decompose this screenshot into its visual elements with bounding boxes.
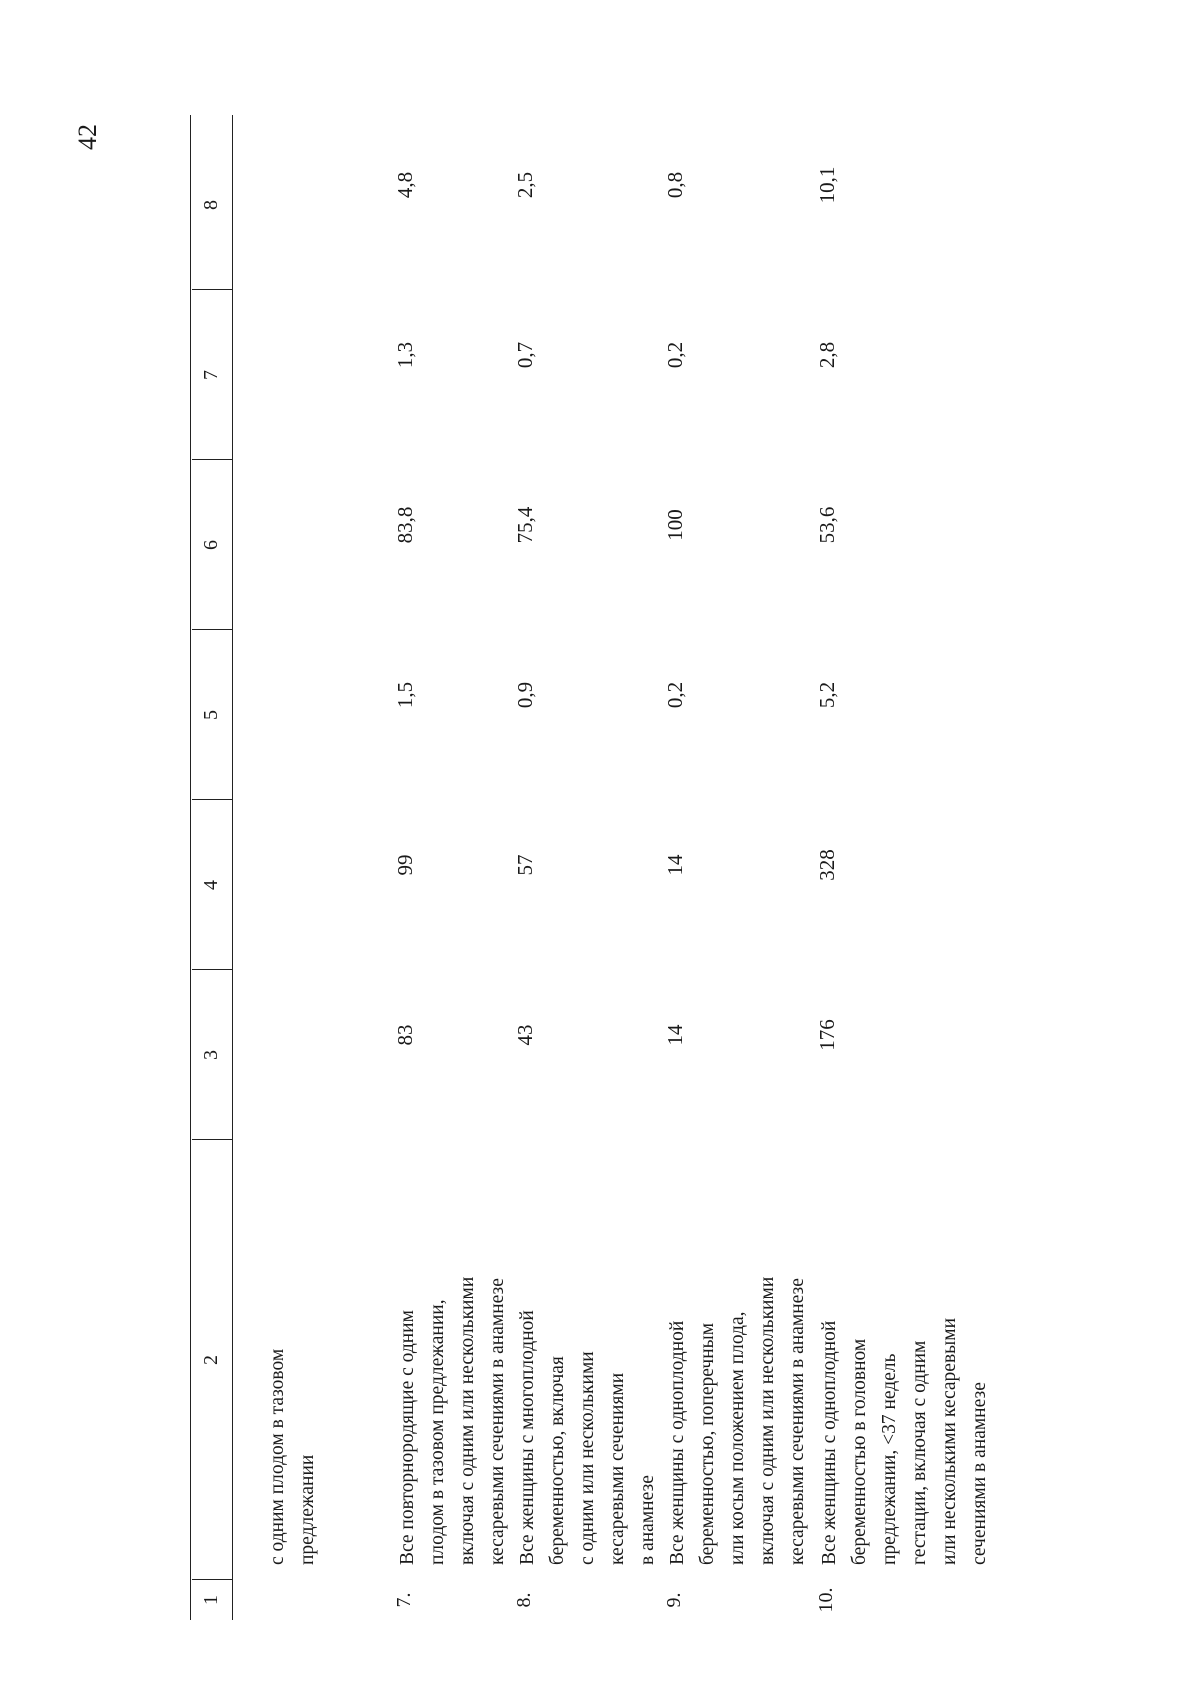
desc-line: включая с одним или несколькими [457,1276,478,1565]
cell-col-4: 99 [393,854,417,876]
header-col-2: 2 [200,1355,222,1365]
cell-col-5: 0,9 [513,681,537,709]
cell-col-6: 53,6 [815,506,839,544]
desc-line: плодом в тазовом предлежании, [427,1299,448,1565]
header-col-1: 1 [200,1595,222,1605]
header-col-3: 3 [200,1050,222,1060]
cell-col-7: 0,7 [513,341,537,369]
row-number: 8. [513,1592,535,1608]
desc-line: кесаревыми сечениями в анамнезе [787,1278,808,1565]
cell-col-4: 14 [663,854,687,876]
header-col-6: 6 [200,540,222,550]
header-col-5: 5 [200,710,222,720]
cell-col-3: 14 [663,1024,687,1046]
header-col-8: 8 [200,200,222,210]
cell-col-8: 10,1 [815,166,839,204]
desc-line: в анамнезе [637,1475,658,1565]
desc-line: Все женщины с одноплодной [667,1320,688,1565]
row-description [663,1145,813,1565]
cell-col-6: 75,4 [513,506,537,544]
desc-line: кесаревыми сечениями в анамнезе [487,1278,508,1565]
row-description [815,1145,995,1565]
row-number: 7. [393,1592,415,1608]
cell-col-6: 100 [663,509,687,541]
desc-line: предлежании [297,1454,318,1565]
cell-col-5: 0,2 [663,681,687,709]
cell-col-5: 5,2 [815,681,839,709]
desc-line: Все повторнородящие с одним [397,1310,418,1565]
cell-col-4: 328 [815,849,839,881]
desc-line: беременностью в головном [849,1338,870,1565]
page-number: 42 [73,124,102,150]
row-description [513,1145,663,1565]
cell-col-7: 0,2 [663,341,687,369]
desc-line: или косым положением плода, [727,1311,748,1565]
row-number: 10. [815,1587,837,1613]
cell-col-7: 1,3 [393,341,417,369]
continuation-text [263,1145,323,1565]
desc-line: с одним плодом в тазовом [267,1348,288,1565]
desc-line: сечениями в анамнезе [969,1382,990,1565]
cell-col-5: 1,5 [393,681,417,709]
desc-line: беременностью, поперечным [697,1322,718,1565]
row-description [393,1145,513,1565]
desc-line: Все женщины с одноплодной [819,1320,840,1565]
cell-col-8: 0,8 [663,171,687,199]
cell-col-3: 176 [815,1019,839,1051]
cell-col-4: 57 [513,854,537,876]
desc-line: включая с одним или несколькими [757,1276,778,1565]
row-number: 9. [663,1592,685,1608]
header-col-4: 4 [200,880,222,890]
cell-col-8: 2,5 [513,171,537,199]
cell-col-6: 83,8 [393,506,417,544]
cell-col-7: 2,8 [815,341,839,369]
cell-col-3: 83 [393,1024,417,1046]
cell-col-3: 43 [513,1024,537,1046]
header-top-border [190,115,191,1620]
desc-line: предлежании, <37 недель [879,1353,900,1565]
desc-line: кесаревыми сечениями [607,1372,628,1565]
desc-line: или несколькими кесаревыми [939,1317,960,1565]
rotated-document-page [55,124,990,1620]
desc-line: беременностью, включая [547,1356,568,1565]
desc-line: с одним или несколькими [577,1351,598,1565]
header-bottom-border [232,115,233,1620]
cell-col-8: 4,8 [393,171,417,199]
header-col-7: 7 [200,370,222,380]
desc-line: гестации, включая с одним [909,1340,930,1565]
desc-line: Все женщины с многоплодной [517,1310,538,1565]
